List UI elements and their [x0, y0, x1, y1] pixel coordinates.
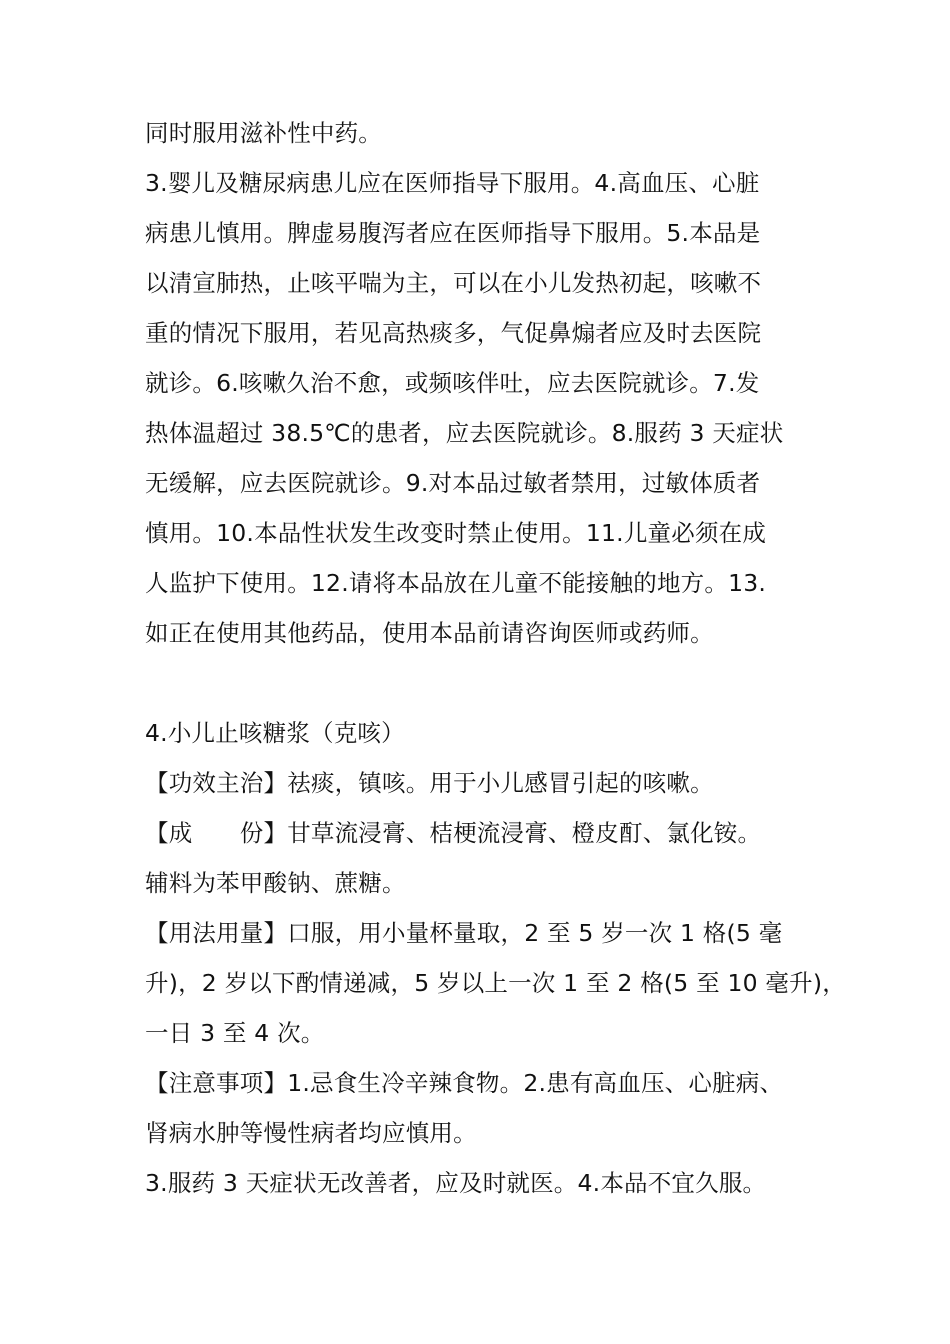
text-line: 同时服用滋补性中药。	[145, 119, 382, 147]
text-line: 就诊。6.咳嗽久治不愈，或频咳伴吐，应去医院就诊。7.发	[145, 369, 760, 397]
text-line: 热体温超过 38.5℃的患者，应去医院就诊。8.服药 3 天症状	[145, 419, 784, 447]
text-line: 【用法用量】口服，用小量杯量取，2 至 5 岁一次 1 格(5 毫	[145, 919, 783, 947]
text-line: 辅料为苯甲酸钠、蔗糖。	[145, 869, 406, 897]
text-line: 【注意事项】1.忌食生冷辛辣食物。2.患有高血压、心脏病、	[145, 1069, 784, 1097]
text-line: 【成 份】甘草流浸膏、桔梗流浸膏、橙皮酊、氯化铵。	[145, 819, 762, 847]
text-line: 3.婴儿及糖尿病患儿应在医师指导下服用。4.高血压、心脏	[145, 169, 760, 197]
text-line: 【功效主治】祛痰，镇咳。用于小儿感冒引起的咳嗽。	[145, 769, 714, 797]
text-line: 无缓解，应去医院就诊。9.对本品过敏者禁用，过敏体质者	[145, 469, 761, 497]
text-line: 3.服药 3 天症状无改善者，应及时就医。4.本品不宜久服。	[145, 1169, 767, 1197]
text-line: 肾病水肿等慢性病者均应慎用。	[145, 1119, 477, 1147]
text-line: 如正在使用其他药品，使用本品前请咨询医师或药师。	[145, 619, 714, 647]
text-line: 重的情况下服用，若见高热痰多，气促鼻煽者应及时去医院	[145, 319, 762, 347]
section-heading: 4.小儿止咳糖浆（克咳）	[145, 719, 405, 747]
text-line: 病患儿慎用。脾虚易腹泻者应在医师指导下服用。5.本品是	[145, 219, 761, 247]
paragraph-gap	[145, 658, 815, 708]
document-body	[145, 108, 846, 1208]
text-line: 升)，2 岁以下酌情递减，5 岁以上一次 1 至 2 格(5 至 10 毫升)，	[145, 969, 846, 997]
text-line: 慎用。10.本品性状发生改变时禁止使用。11.儿童必须在成	[145, 519, 767, 547]
text-line: 一日 3 至 4 次。	[145, 1019, 325, 1047]
text-line: 以清宣肺热，止咳平喘为主，可以在小儿发热初起，咳嗽不	[145, 269, 762, 297]
text-line: 人监护下使用。12.请将本品放在儿童不能接触的地方。13.	[145, 569, 767, 597]
